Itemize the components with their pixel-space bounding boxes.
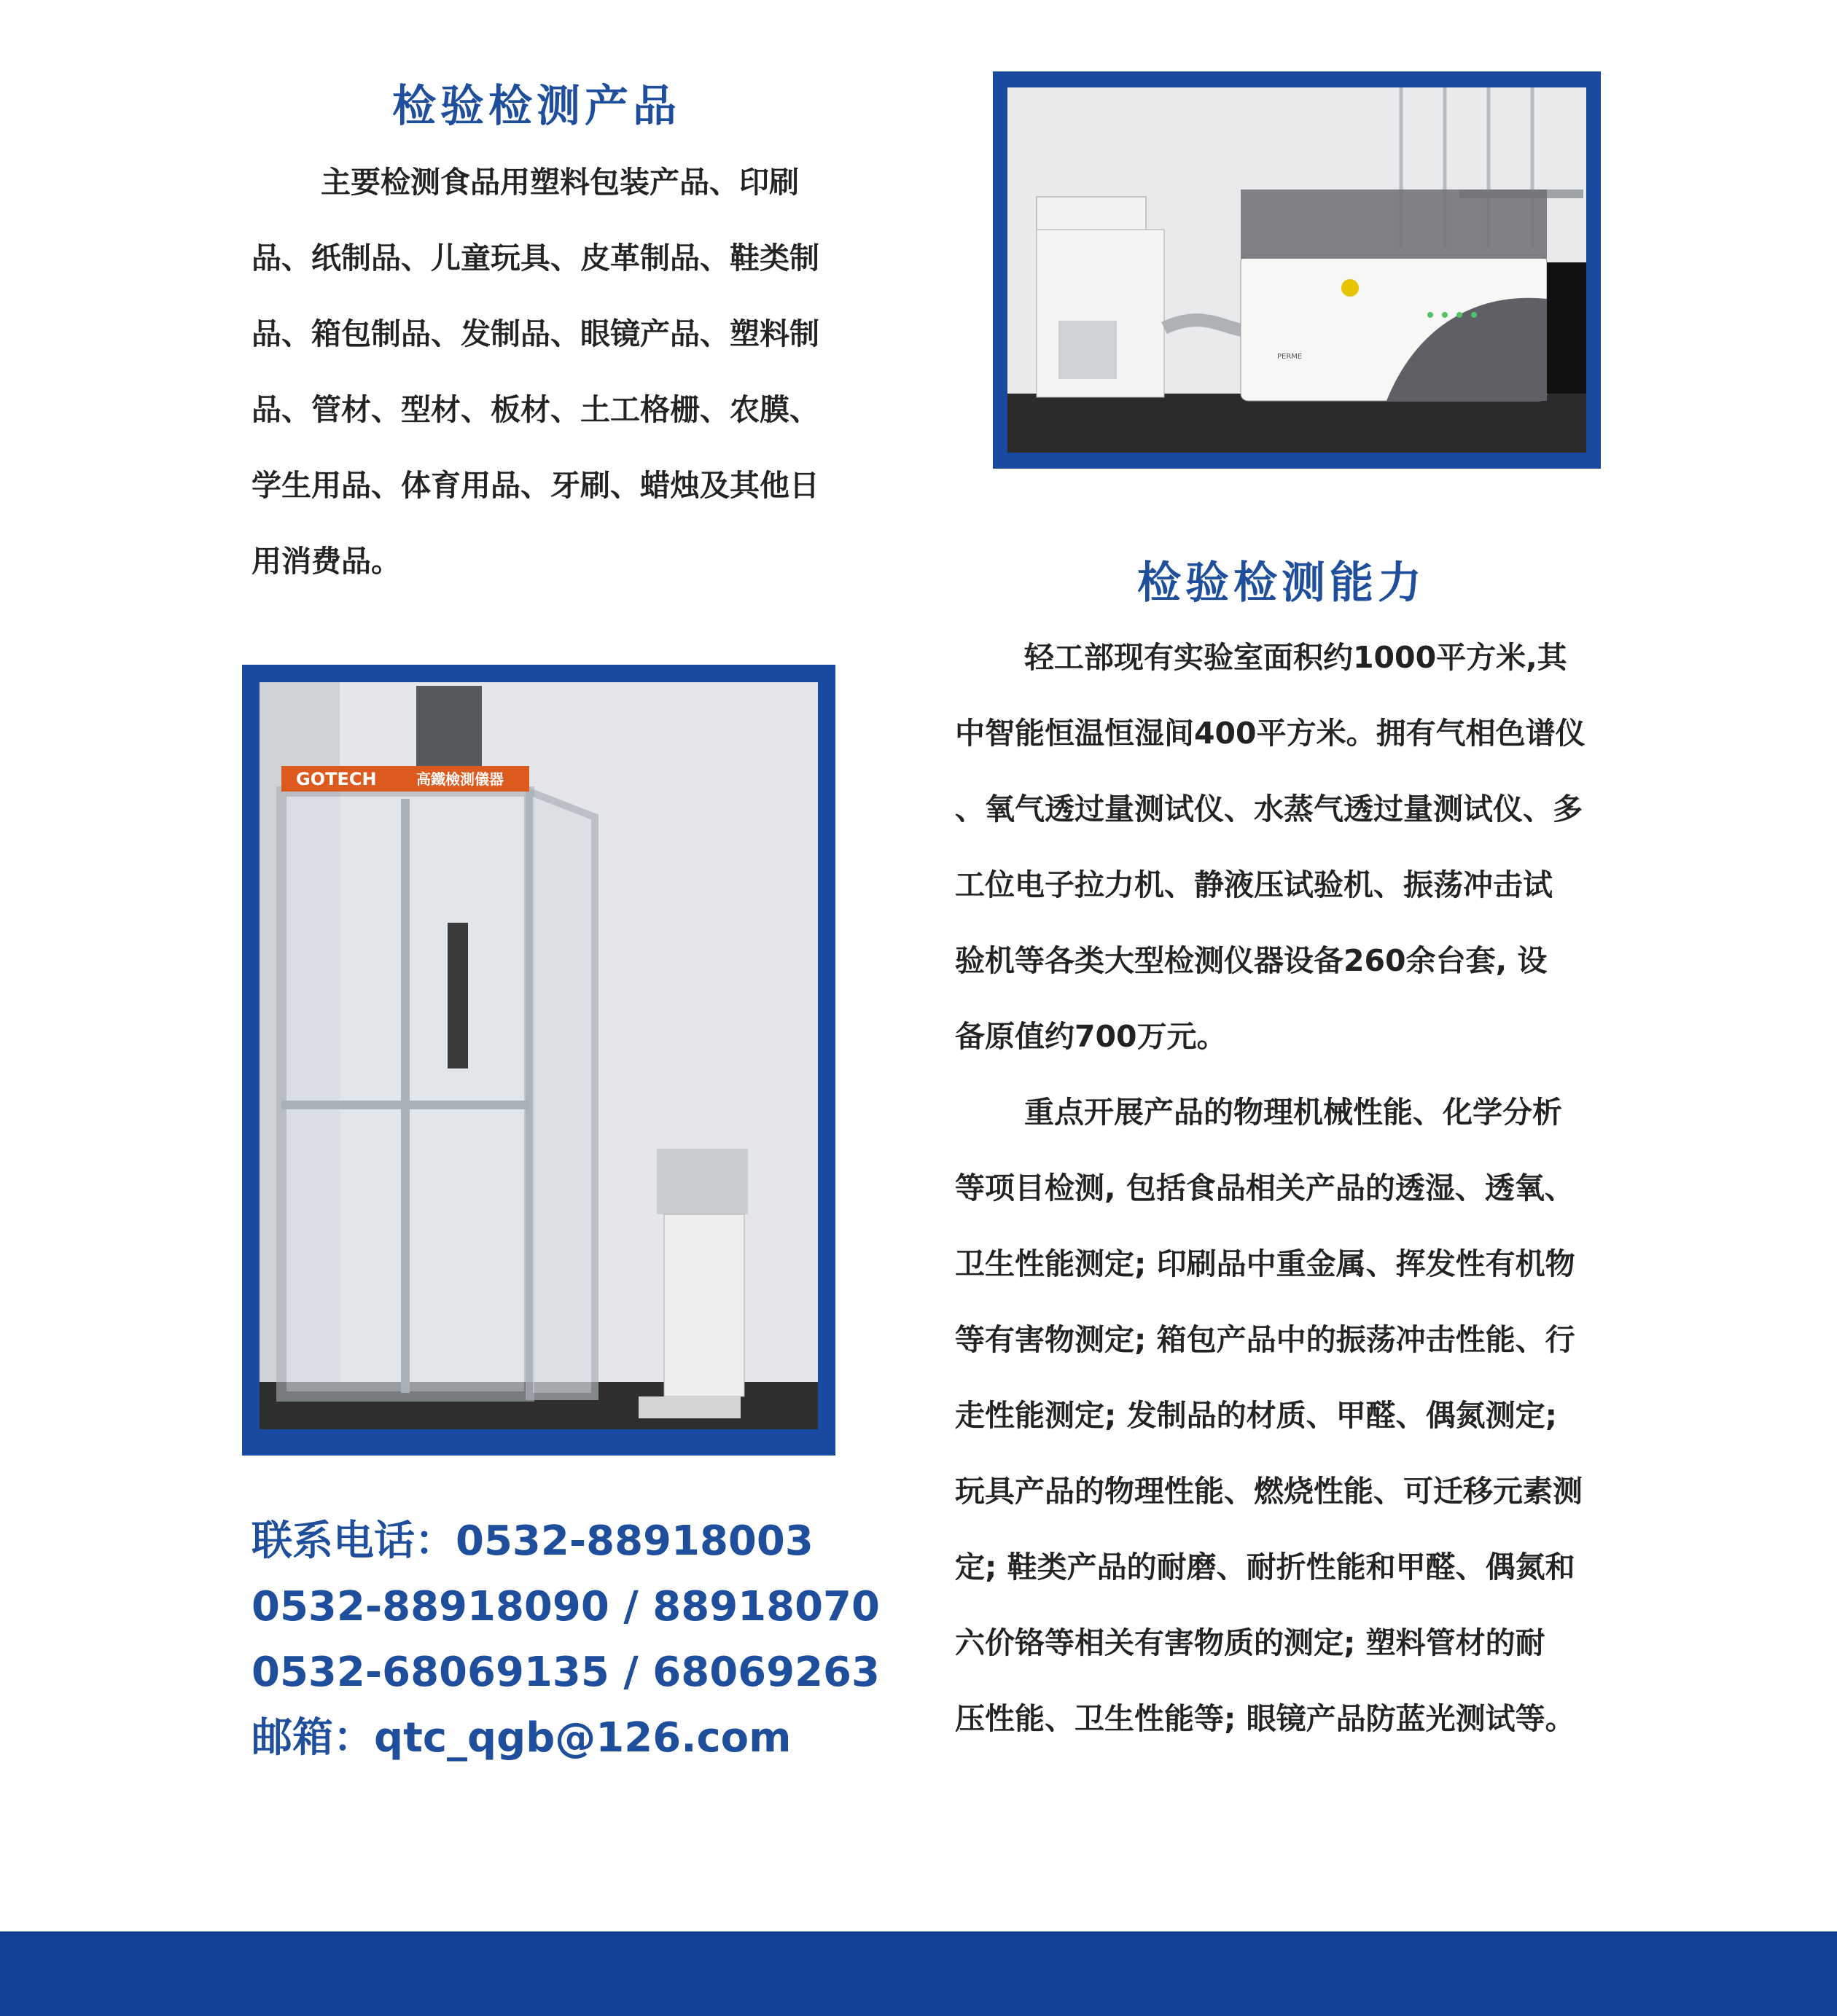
paragraph-line: 品、纸制品、儿童玩具、皮革制品、鞋类制 (251, 241, 819, 276)
capability-paragraph-1 (955, 620, 1586, 1074)
paragraph-line: 重点开展产品的物理机械性能、化学分析 (1024, 1095, 1562, 1130)
paragraph-line: 定; 鞋类产品的耐磨、耐折性能和甲醛、偶氮和 (955, 1550, 1575, 1585)
products-paragraph (251, 144, 819, 599)
paragraph-line: 备原值约700万元。 (955, 1019, 1227, 1054)
capability-paragraph-2 (955, 1074, 1583, 1757)
paragraph-line: 、氧气透过量测试仪、水蒸气透过量测试仪、多 (955, 792, 1583, 827)
contact-block (251, 1509, 880, 1771)
lab-equipment-photo (993, 71, 1601, 469)
footer-bar (0, 1931, 1837, 2016)
contact-phone-2: 0532-88918090 / 88918070 (251, 1583, 880, 1630)
paragraph-line: 工位电子拉力机、静液压试验机、振荡冲击试 (955, 867, 1553, 902)
paragraph-line: 中智能恒温恒湿间400平方米。拥有气相色谱仪 (955, 716, 1586, 751)
paragraph-line: 等项目检测, 包括食品相关产品的透湿、透氧、 (955, 1171, 1575, 1206)
paragraph-line: 玩具产品的物理性能、燃烧性能、可迁移元素测 (955, 1474, 1583, 1509)
paragraph-line: 主要检测食品用塑料包装产品、印刷 (321, 165, 799, 200)
drop-tester-brand: GOTECH (296, 769, 377, 789)
paragraph-line: 等有害物测定; 箱包产品中的振荡冲击性能、行 (955, 1322, 1575, 1357)
drop-tester-cn-label: 高鐵檢測儀器 (416, 770, 504, 788)
paragraph-line: 用消费品。 (251, 544, 401, 579)
drop-tester-image (260, 682, 818, 1429)
paragraph-line: 走性能测定; 发制品的材质、甲醛、偶氮测定; (955, 1398, 1558, 1433)
drop-tester-photo (242, 665, 835, 1456)
contact-phone-line: 联系电话：0532-88918003 (251, 1517, 814, 1565)
paragraph-line: 轻工部现有实验室面积约1000平方米,其 (1024, 640, 1567, 675)
contact-phone-3: 0532-68069135 / 68069263 (251, 1649, 880, 1696)
paragraph-line: 品、箱包制品、发制品、眼镜产品、塑料制 (251, 316, 819, 351)
paragraph-line: 验机等各类大型检测仪器设备260余台套, 设 (955, 943, 1548, 978)
capability-title: 检验检测能力 (1137, 558, 1426, 609)
paragraph-line: 卫生性能测定; 印刷品中重金属、挥发性有机物 (955, 1246, 1575, 1281)
permeability-tester-image (1007, 87, 1586, 453)
paragraph-line: 压性能、卫生性能等; 眼镜产品防蓝光测试等。 (955, 1701, 1575, 1736)
paragraph-line: 学生用品、体育用品、牙刷、蜡烛及其他日 (251, 468, 819, 503)
products-title: 检验检测产品 (392, 81, 681, 132)
paragraph-line: 六价铬等相关有害物质的测定; 塑料管材的耐 (955, 1625, 1545, 1660)
paragraph-line: 品、管材、型材、板材、土工格栅、农膜、 (251, 392, 819, 427)
tester-brand-label: PERME (1277, 353, 1303, 361)
contact-email-line: 邮箱：qtc_qgb@126.com (251, 1714, 792, 1762)
